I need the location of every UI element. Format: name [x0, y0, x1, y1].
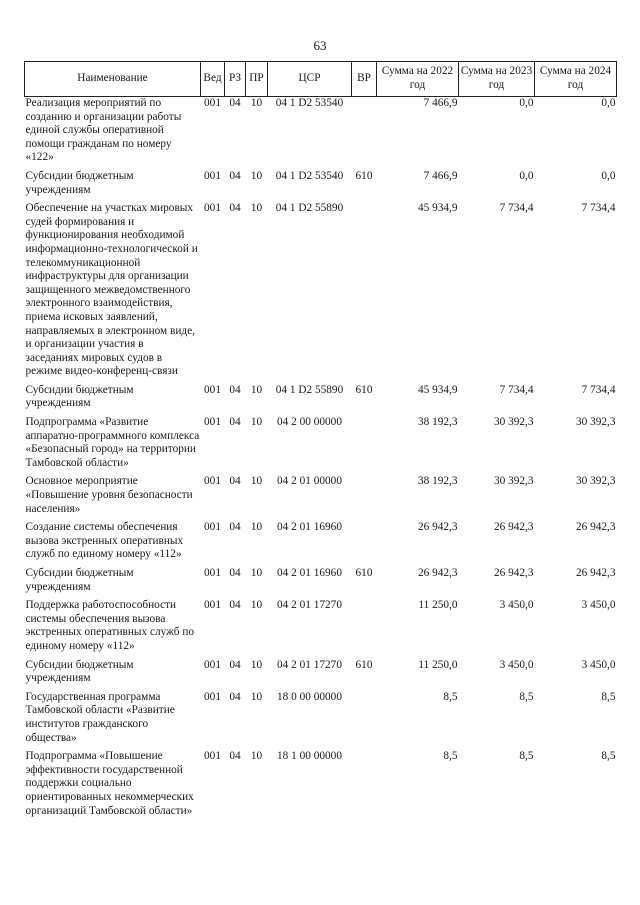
cell-rz: 04	[229, 202, 241, 215]
header-name: Наименование	[25, 62, 201, 97]
budget-table	[24, 61, 617, 823]
cell-pr: 10	[250, 690, 263, 703]
table-row	[25, 202, 617, 384]
header-2023: Сумма на 2023 год	[459, 62, 535, 97]
table-header	[25, 62, 617, 97]
cell-sum-2022: 8,5	[443, 690, 458, 703]
cell-pr: 10	[250, 383, 263, 396]
table-row	[25, 750, 617, 823]
cell-csr: 04 1 D2 53540	[275, 97, 344, 109]
cell-vr	[352, 97, 377, 170]
cell-csr: 04 2 01 00000	[277, 475, 342, 488]
cell-name: Субсидии бюджетным учреждениям	[25, 658, 134, 685]
cell-name: Субсидии бюджетным учреждениям	[25, 169, 134, 196]
cell-sum-2023: 8,5	[519, 690, 534, 703]
table-row	[25, 384, 617, 416]
cell-csr: 18 0 00 00000	[277, 690, 342, 703]
cell-pr: 10	[250, 475, 263, 488]
cell-sum-2023: 26 942,3	[493, 521, 534, 534]
header-2024: Сумма на 2024 год	[535, 62, 617, 97]
cell-sum-2024: 8,5	[601, 690, 616, 703]
table-row	[25, 691, 617, 750]
cell-vr	[352, 599, 377, 658]
cell-name: Реализация мероприятий по созданию и организации работы единой службы оперативной помощи гражданам по номеру «122»	[25, 97, 182, 164]
cell-csr: 04 2 01 17270	[277, 599, 342, 612]
cell-name: Подпрограмма «Повышение эффективности государственной поддержки социально ориентированных некоммерческих организаций Тамбовской области»	[25, 750, 194, 817]
cell-vr: 610	[355, 658, 373, 671]
cell-sum-2022: 38 192,3	[417, 416, 458, 429]
cell-rz: 04	[229, 567, 241, 579]
cell-csr: 04 2 00 00000	[277, 416, 342, 429]
cell-name: Подпрограмма «Развитие аппаратно-программного комплекса «Безопасный город» на территории Тамбовской области»	[25, 416, 200, 469]
cell-rz: 04	[229, 599, 241, 612]
cell-sum-2022: 8,5	[443, 750, 458, 763]
cell-ved: 001	[204, 567, 221, 579]
cell-ved: 001	[204, 475, 221, 488]
table-row	[25, 599, 617, 658]
cell-ved: 001	[204, 521, 221, 534]
cell-sum-2024: 7 734,4	[581, 383, 616, 396]
cell-csr: 04 1 D2 53540	[275, 169, 344, 182]
cell-csr: 04 2 01 16960	[277, 567, 342, 579]
cell-ved: 001	[204, 690, 221, 703]
cell-vr: 610	[355, 567, 373, 579]
cell-csr: 04 2 01 17270	[277, 658, 342, 671]
table-row	[25, 659, 617, 691]
cell-vr: 610	[355, 383, 373, 396]
cell-vr	[352, 475, 377, 521]
cell-vr	[352, 521, 377, 567]
page-number: 63	[313, 38, 327, 53]
cell-pr: 10	[250, 658, 263, 671]
cell-pr: 10	[250, 97, 263, 109]
cell-ved: 001	[204, 416, 221, 429]
cell-name: Поддержка работоспособности системы обеспечения вызова экстренных оперативных служб по единому номеру «112»	[25, 599, 195, 652]
cell-csr: 04 1 D2 55890	[275, 383, 344, 396]
cell-sum-2022: 11 250,0	[418, 599, 458, 612]
cell-rz: 04	[229, 658, 241, 671]
cell-sum-2023: 0,0	[519, 97, 534, 109]
cell-ved: 001	[204, 383, 221, 396]
cell-sum-2024: 26 942,3	[575, 567, 616, 579]
cell-ved: 001	[204, 750, 221, 763]
table-row	[25, 416, 617, 475]
cell-pr: 10	[250, 169, 263, 182]
cell-pr: 10	[250, 750, 263, 763]
header-ved: Вед	[201, 62, 225, 97]
cell-name: Обеспечение на участках мировых судей формирования и функционирования необходимой информационно-технологической и телекоммуникационной инфраструктуры для организации защищенного межведомственного электронного взаимодействия, приема исковых заявлений, направляемых в электронном виде, и организации участия в заседаниях мировых судов в режиме видео-конференц-связи	[25, 202, 198, 378]
cell-name: Субсидии бюджетным учреждениям	[25, 383, 134, 410]
cell-sum-2024: 0,0	[601, 169, 616, 182]
cell-csr: 04 2 01 16960	[277, 521, 342, 534]
header-rz: РЗ	[225, 62, 246, 97]
cell-pr: 10	[250, 202, 263, 215]
cell-rz: 04	[229, 383, 241, 396]
cell-sum-2024: 0,0	[601, 97, 616, 109]
header-vr: ВР	[352, 62, 377, 97]
table-row	[25, 521, 617, 567]
cell-name: Субсидии бюджетным учреждениям	[25, 567, 134, 593]
cell-name: Основное мероприятие «Повышение уровня безопасности населения»	[25, 475, 193, 515]
table-row	[25, 567, 617, 599]
cell-csr: 04 1 D2 55890	[275, 202, 344, 215]
cell-sum-2023: 30 392,3	[493, 416, 534, 429]
cell-sum-2023: 7 734,4	[499, 383, 534, 396]
table-body	[25, 97, 617, 824]
cell-sum-2022: 7 466,9	[423, 169, 458, 182]
cell-pr: 10	[250, 521, 263, 534]
cell-sum-2024: 8,5	[601, 750, 616, 763]
table-row	[25, 170, 617, 202]
cell-csr: 18 1 00 00000	[277, 750, 342, 763]
cell-sum-2022: 45 934,9	[417, 383, 458, 396]
cell-name: Создание системы обеспечения вызова экстренных оперативных служб по единому номеру «112»	[25, 521, 184, 561]
cell-pr: 10	[250, 416, 263, 429]
cell-rz: 04	[229, 169, 241, 182]
cell-sum-2022: 26 942,3	[417, 567, 458, 579]
cell-sum-2022: 11 250,0	[418, 658, 458, 671]
cell-vr: 610	[355, 169, 373, 182]
header-pr: ПР	[246, 62, 268, 97]
cell-sum-2022: 26 942,3	[417, 521, 458, 534]
cell-sum-2023: 3 450,0	[499, 599, 534, 612]
table-row	[25, 475, 617, 521]
cell-ved: 001	[204, 169, 221, 182]
cell-sum-2023: 30 392,3	[493, 475, 534, 488]
cell-sum-2023: 0,0	[519, 169, 534, 182]
cell-sum-2022: 38 192,3	[417, 475, 458, 488]
cell-sum-2022: 45 934,9	[417, 202, 458, 215]
cell-rz: 04	[229, 521, 241, 534]
cell-vr	[352, 416, 377, 475]
cell-sum-2024: 3 450,0	[581, 599, 616, 612]
cell-ved: 001	[204, 97, 221, 109]
cell-sum-2023: 26 942,3	[493, 567, 534, 579]
cell-name: Государственная программа Тамбовской области «Развитие институтов гражданского общества»	[25, 690, 175, 744]
cell-sum-2023: 8,5	[519, 750, 534, 763]
header-csr: ЦСР	[268, 62, 352, 97]
cell-sum-2023: 7 734,4	[499, 202, 534, 215]
cell-ved: 001	[204, 599, 221, 612]
cell-sum-2024: 3 450,0	[581, 658, 616, 671]
table-row	[25, 97, 617, 170]
cell-rz: 04	[229, 690, 241, 703]
cell-rz: 04	[229, 750, 241, 763]
cell-sum-2024: 26 942,3	[575, 521, 616, 534]
cell-sum-2022: 7 466,9	[423, 97, 458, 109]
cell-sum-2023: 3 450,0	[499, 658, 534, 671]
cell-vr	[352, 750, 377, 823]
cell-pr: 10	[250, 567, 263, 579]
cell-rz: 04	[229, 416, 241, 429]
cell-pr: 10	[250, 599, 263, 612]
cell-rz: 04	[229, 475, 241, 488]
cell-sum-2024: 30 392,3	[575, 475, 616, 488]
cell-ved: 001	[204, 658, 221, 671]
cell-ved: 001	[204, 202, 221, 215]
cell-rz: 04	[229, 97, 241, 109]
cell-sum-2024: 7 734,4	[581, 202, 616, 215]
cell-vr	[352, 691, 377, 750]
header-2022: Сумма на 2022 год	[377, 62, 459, 97]
cell-vr	[352, 202, 377, 384]
cell-sum-2024: 30 392,3	[575, 416, 616, 429]
